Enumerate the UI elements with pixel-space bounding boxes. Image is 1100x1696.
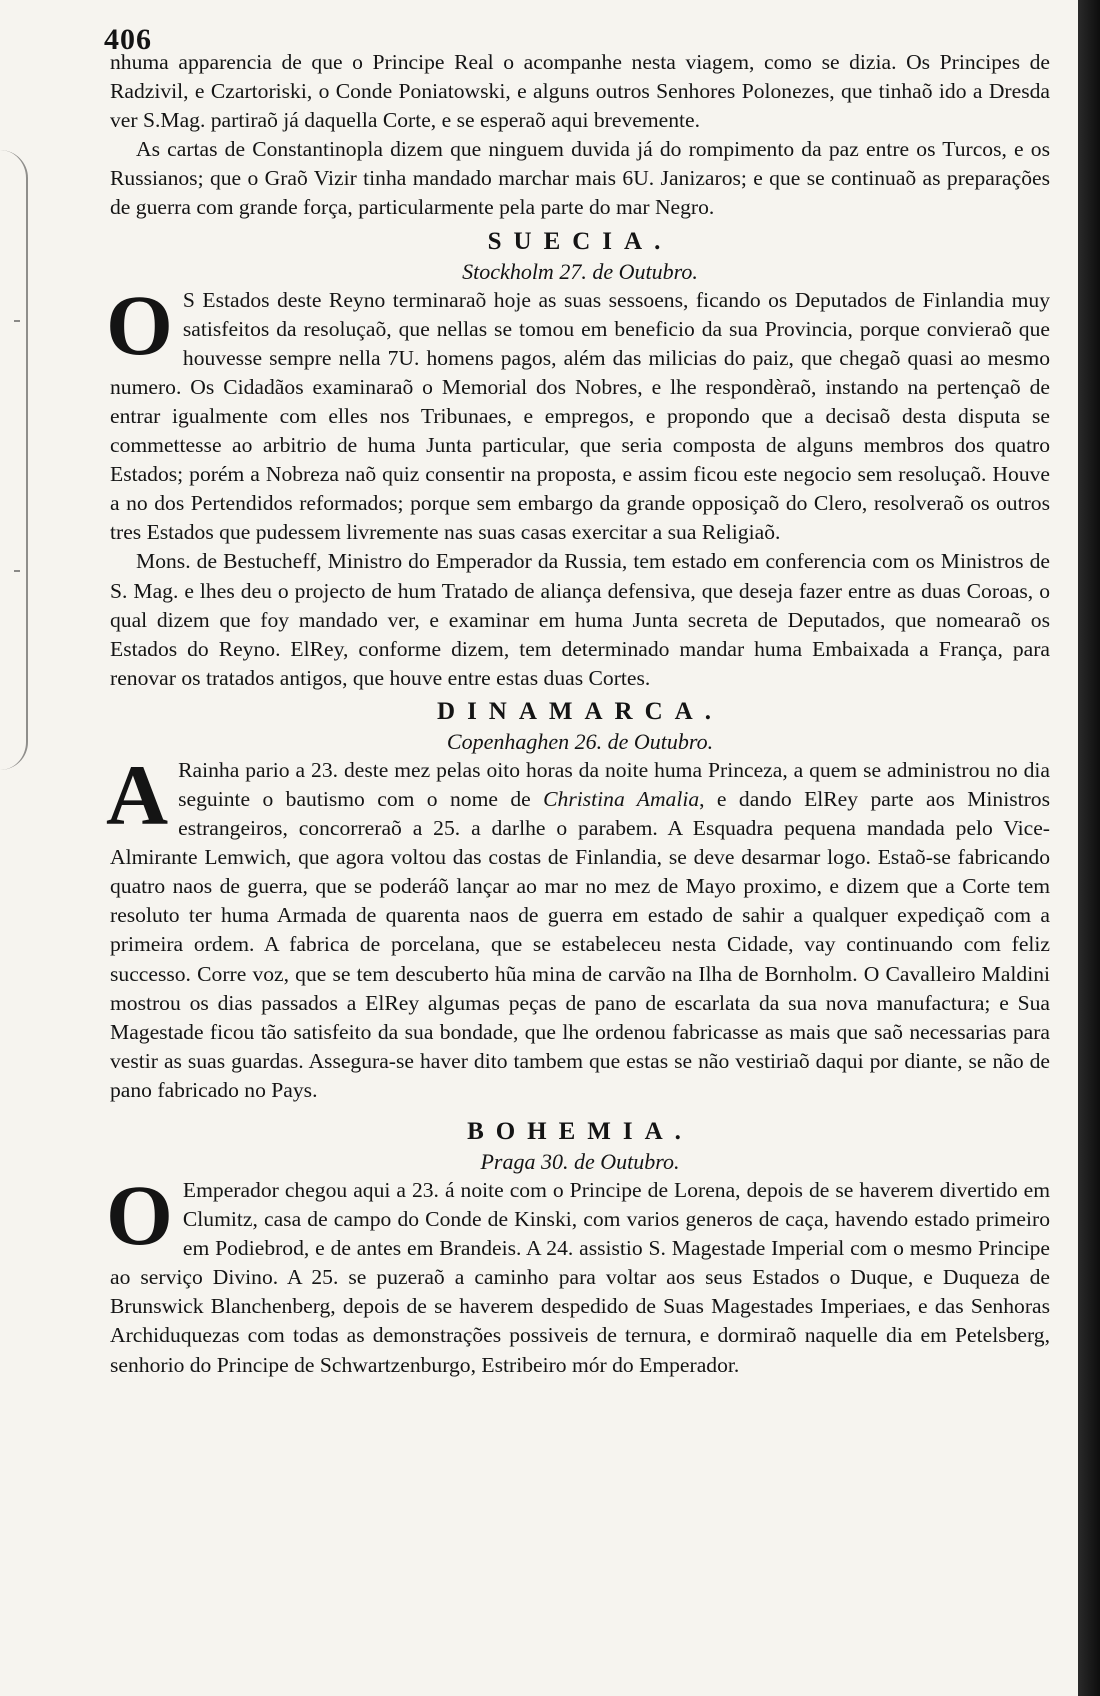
section-title-suecia: SUECIA.: [487, 227, 673, 255]
bohemia-paragraph-1: [106, 1167, 1050, 1380]
intro-paragraph-1: nhuma apparencia de que o Principe Real o acompanhe nesta viagem, como se dizia. Os Principes de Radzivil, e Czartoriski, o Conde Poniatowski, e alguns outros Senhores Polonezes, que tinhaõ ido a Dresda ver S.Mag. partiraõ já daquella Corte, e se esperaõ aqui brevemente.: [110, 50, 1050, 133]
dropcap-suecia: O: [106, 276, 173, 373]
margin-mark: [0, 150, 28, 770]
suecia-paragraph-2: Mons. de Bestucheff, Ministro do Emperador da Russia, tem estado em conferencia com os Ministros de S. Mag. e lhes deu o projecto de hum Tratado de aliança defensiva, que deseja fazer entre as duas Coroas, o qual dizem que foy mandado ver, e examinar em huma Junta secreta de Deputados, que nomearaõ os Estados do Reyno. ElRey, conforme dizem, tem determinado mandar huma Embaixada a França, para renovar os tratados antigos, que houve entre estas duas Cortes.: [110, 549, 1050, 690]
dinamarca-text-b: , e dando ElRey parte aos Ministros estrangeiros, concorreraõ a 25. a darlhe o parabem. A Esquadra pequena mandada pelo Vice-Almirante Lemwich, que agora voltou das costas de Finlandia, se deve desarmar logo. Estaõ-se fabricando quatro naos de guerra, que se poderáõ lançar ao mar no mez de Mayo proximo, e dizem que a Corte tem resoluto ter huma Armada de quarenta naos de guerra em estado de sahir a qualquer expediçaõ com a primeira ordem. A fabrica de porcelana, que se estabeleceu nesta Cidade, vay continuando com feliz successo. Corre voz, que se tem descuberto hũa mina de carvão na Ilha de Bornholm. O Cavalleiro Maldini mostrou os dias passados a ElRey algumas peças de pano de escarlata da sua nova manufactura; e Sua Magestade ficou tão satisfeito da sua bondade, que lhe ordenou fabricasse as mais que saõ necessarias para vestir as suas guardas. Assegura-se haver dito tambem que estas se não vestiriaõ daqui por diante, se não de pano fabricado no Pays.: [110, 786, 1050, 1102]
dinamarca-paragraph-1: [106, 746, 1050, 1105]
dropcap-bohemia: O: [106, 1167, 173, 1263]
page-binding-edge: [1078, 0, 1100, 1696]
dateline-dinamarca: Copenhaghen 26. de Outubro.: [446, 728, 714, 754]
dinamarca-princess-name: Christina Amalia: [543, 786, 700, 811]
dateline-bohemia: Praga 30. de Outubro.: [480, 1149, 680, 1174]
intro-paragraph-2: As cartas de Constantinopla dizem que ninguem duvida já do rompimento da paz entre os Turcos, e os Russianos; que o Graõ Vizir tinha mandado marchar mais 6U. Janizaros; e que se continuaõ as preparações de guerra com grande força, particularmente pela parte do mar Negro.: [110, 137, 1050, 220]
page-number: 406: [104, 23, 152, 56]
dinamarca-text-a: Rainha pario a 23. deste mez pelas oito horas da noite huma Princeza, a quem se administrou no dia seguinte o bautismo com o nome de: [178, 757, 1050, 811]
dropcap-dinamarca: A: [106, 746, 169, 843]
bohemia-paragraph-1-text: Emperador chegou aqui a 23. á noite com o Principe de Lorena, depois de se haverem divertido em Clumitz, casa de campo do Conde de Kinski, com varios generos de caça, havendo estado primeiro em Podiebrod, e de antes em Brandeis. A 24. assistio S. Magestade Imperial com o mesmo Principe ao serviço Divino. A 25. se puzeraõ a caminho para voltar aos seus Estados o Duque, e Duqueza de Brunswick Blanchenberg, depois de se haverem despedido de Suas Magestades Imperiaes, e das Senhoras Archiduquezas com todas as demonstrações possiveis de ternura, e dormiraõ naquelle dia em Petelsberg, senhorio do Principe de Schwartzenburgo, Estribeiro mór do Emperador.: [110, 1178, 1050, 1377]
dateline-suecia: Stockholm 27. de Outubro.: [462, 258, 698, 284]
page-content: [104, 22, 1050, 1380]
suecia-paragraph-1: [106, 276, 1050, 548]
section-title-dinamarca: DINAMARCA.: [437, 697, 723, 725]
section-title-bohemia: BOHEMIA.: [467, 1118, 693, 1145]
suecia-paragraph-1-text: S Estados deste Reyno terminaraõ hoje as suas sessoens, ficando os Deputados de Finlandia muy satisfeitos da resoluçaõ, que nellas se tomou em beneficio da sua Provincia, porque convieraõ que houvesse sempre nella 7U. homens pagos, além das milicias do paiz, que chegaõ quasi ao mesmo numero. Os Cidadãos examinaraõ o Memorial dos Nobres, e lhe respondèraõ, instando na pertençaõ de entrar igualmente com elles nos Tribunaes, e empregos, e propondo que a decisaõ desta disputa se commettesse ao arbitrio de huma Junta particular, que seria composta de alguns membros dos quatro Estados; porém a Nobreza naõ quiz consentir na proposta, e assim ficou este negocio sem resoluçaõ. Houve a no dos Pertendidos reformados; porque sem embargo da grande opposiçaõ do Clero, resolveraõ os outros tres Estados que pudessem livremente nas suas casas exercitar a sua Religiaõ.: [110, 287, 1050, 545]
